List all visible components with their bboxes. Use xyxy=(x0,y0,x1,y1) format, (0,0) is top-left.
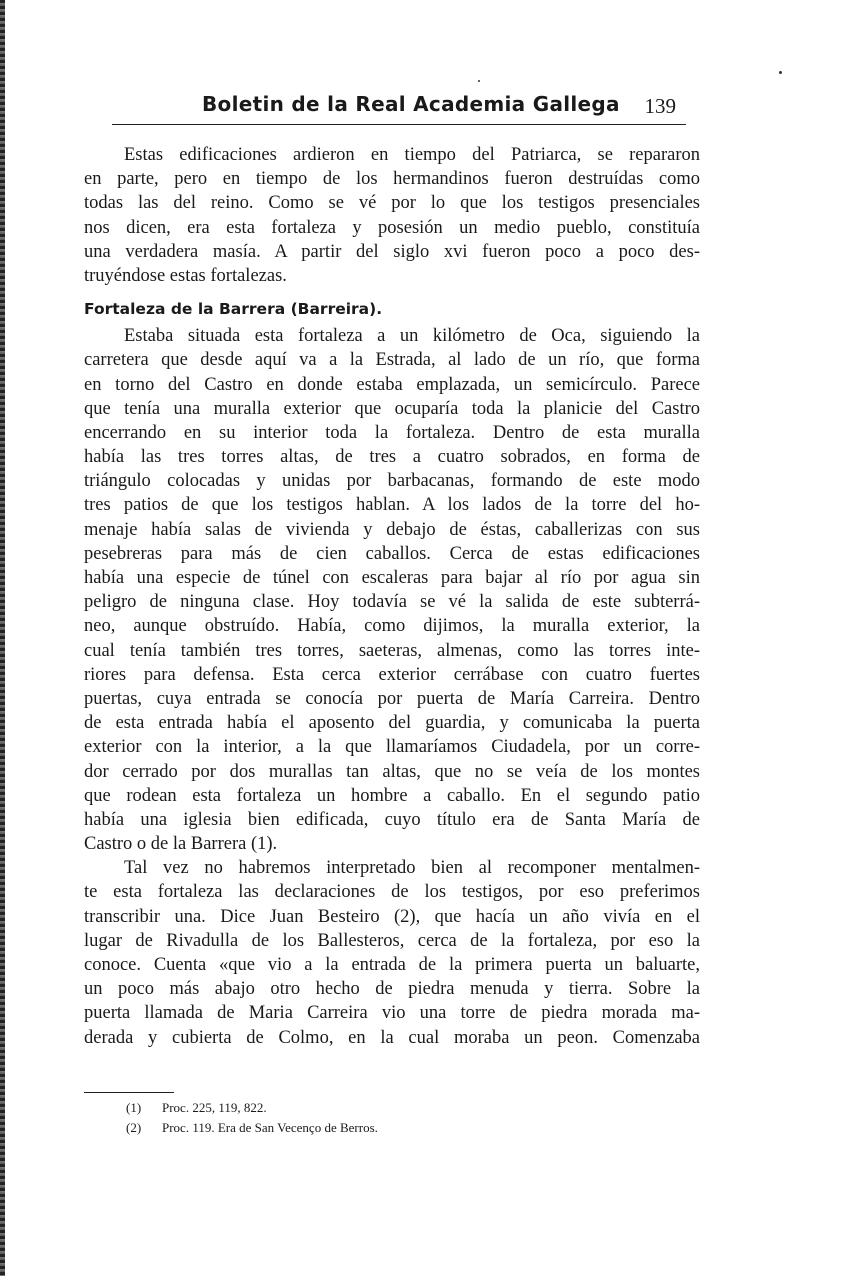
text-line: había las tres torres altas, de tres a cuatro sobrados, en forma de xyxy=(84,447,700,468)
text-line: truyéndose estas fortalezas. xyxy=(84,265,287,286)
text-line: triángulo colocadas y unidas por barbacanas, formando de este modo xyxy=(84,471,700,492)
text-line: nos dicen, era esta fortaleza y posesión un medio pueblo, constituía xyxy=(84,217,700,238)
text-line: Estas edificaciones ardieron en tiempo del Patriarca, se repararon xyxy=(124,145,700,165)
footnote-rule xyxy=(84,1092,174,1093)
text-line: menaje había salas de vivienda y debajo de éstas, caballerizas con sus xyxy=(84,519,700,540)
text-line: había una iglesia bien edificada, cuyo título era de Santa María de xyxy=(84,809,700,830)
text-line: peligro de ninguna clase. Hoy todavía se vé la salida de este subterrá- xyxy=(84,592,700,613)
text-line: Tal vez no habremos interpretado bien al recomponer mentalmen- xyxy=(124,858,700,879)
text-line: en parte, pero en tiempo de los hermandinos fueron destruídas como xyxy=(84,169,700,190)
footnote-text: Proc. 119. Era de San Vecenço de Berros. xyxy=(162,1120,378,1135)
text-line: de esta entrada había el aposento del guardia, y comunicaba la puerta xyxy=(84,713,700,734)
footnote-1 xyxy=(126,1098,378,1118)
text-line: dor cerrado por dos murallas tan altas, que no se veía de los montes xyxy=(84,761,700,782)
scan-speck xyxy=(779,71,782,74)
footnote-mark: (1) xyxy=(126,1100,142,1115)
text-line: conoce. Cuenta «que vio a la entrada de la primera puerta un baluarte, xyxy=(84,955,700,975)
text-line: en torno del Castro en donde estaba emplazada, un semicírculo. Parece xyxy=(84,374,700,395)
page-number: 139 xyxy=(644,94,676,118)
text-line: cual tenía también tres torres, saeteras, almenas, como las torres inte- xyxy=(84,640,700,661)
scan-edge xyxy=(0,0,5,1276)
footnote-mark: (2) xyxy=(126,1120,142,1135)
running-title: Boletin de la Real Academia Gallega xyxy=(202,92,620,116)
text-line: neo, aunque obstruído. Había, como dijimos, la muralla exterior, la xyxy=(84,616,700,637)
paragraph-2 xyxy=(84,324,700,856)
text-line: puertas, cuya entrada se conocía por puerta de María Carreira. Dentro xyxy=(84,688,700,709)
body-text xyxy=(84,143,700,1050)
text-line: que tenía una muralla exterior que ocuparía toda la planicie del Castro xyxy=(84,398,700,419)
text-line: pesebreras para más de cien caballos. Cerca de estas edificaciones xyxy=(84,543,700,564)
paragraph-3 xyxy=(84,856,700,1050)
text-line: encerrando en su interior toda la fortaleza. Dentro de esta muralla xyxy=(84,422,700,443)
text-line: Castro o de la Barrera (1). xyxy=(84,834,278,855)
page-header xyxy=(112,84,686,125)
footnote-text: Proc. 225, 119, 822. xyxy=(162,1100,267,1115)
text-line: Estaba situada esta fortaleza a un kilómetro de Oca, siguiendo la xyxy=(124,326,700,347)
footnotes xyxy=(126,1098,378,1138)
footnote-2 xyxy=(126,1118,378,1138)
paragraph-1 xyxy=(84,143,700,288)
section-heading: Fortaleza de la Barrera (Barreira). xyxy=(84,300,383,319)
text-line: un poco más abajo otro hecho de piedra menuda y tierra. Sobre la xyxy=(84,979,700,1000)
text-line: puerta llamada de Maria Carreira vio una torre de piedra morada ma- xyxy=(84,1003,700,1024)
text-line: que rodean esta fortaleza un hombre a caballo. En el segundo patio xyxy=(84,785,700,806)
text-line: exterior con la interior, a la que llamaríamos Ciudadela, por un corre- xyxy=(84,737,700,758)
text-line: todas las del reino. Como se vé por lo que los testigos presenciales xyxy=(84,193,700,214)
scan-speck xyxy=(478,80,480,82)
text-line: derada y cubierta de Colmo, en la cual moraba un peon. Comenzaba xyxy=(84,1027,700,1048)
text-line: carretera que desde aquí va a la Estrada, al lado de un río, que forma xyxy=(84,350,700,371)
text-line: transcribir una. Dice Juan Besteiro (2), que hacía un año vivía en el xyxy=(84,906,700,927)
text-line: riores para defensa. Esta cerca exterior cerrábase con cuatro fuertes xyxy=(84,664,700,685)
text-line: había una especie de túnel con escaleras para bajar al río por agua sin xyxy=(84,568,700,588)
text-line: tres patios de que los testigos hablan. A los lados de la torre del ho- xyxy=(84,495,700,516)
text-line: una verdadera masía. A partir del siglo xvi fueron poco a poco des- xyxy=(84,241,700,262)
text-line: te esta fortaleza las declaraciones de los testigos, por eso preferimos xyxy=(84,882,700,903)
text-line: lugar de Rivadulla de los Ballesteros, cerca de la fortaleza, por eso la xyxy=(84,930,700,951)
